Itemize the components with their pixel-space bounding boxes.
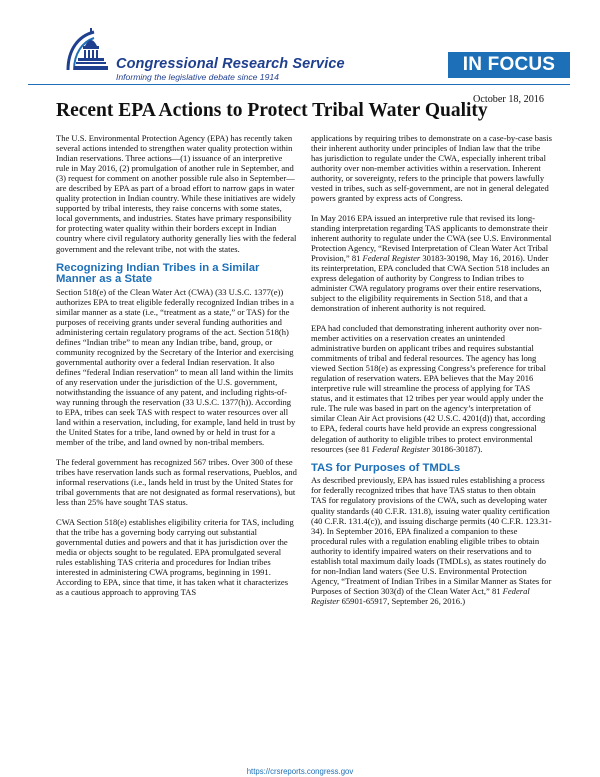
eligibility-criteria-paragraph: CWA Section 518(e) establishes eligibility criteria for TAS, including that the tribe has a governing body carrying out substantial governmental duties and powers and that it has jurisdiction over the media or objects sought to be regulated. EPA promulgated several rules establishing TAS criteria and procedures for Indian tribes interested in administering CWA programs, beginning in 1991. According to EPA, since that time, it has taken what it characterizes as a cautious approach to approving TAS — [56, 516, 294, 598]
header-rule — [28, 84, 570, 85]
administrative-burden-paragraph: EPA had concluded that demonstrating inherent authority over non-member activities on a reservation creates an unintended administrative burden on applicant tribes and requires substantial commitments of tribal and federal resources. The agency has long viewed Section 518(e) as expressing Congress’s preference for tribal regulation of reservation waters. EPA believes that the May 2016 interpretive rule will streamline the process of applying for TAS status, and it estimates that 12 tribes per year would apply under the rule. The rule was based in part on the agency’s interpretation of similar Clean Air Act provisions (42 U.S.C. 4201(d)) that, according to EPA, federal courts have held provide an express congressional delegation of authority to eligible tribes to protect environmental resources (see 81 Federal Register 30186-30187). — [311, 322, 546, 454]
masthead — [0, 0, 600, 90]
capitol-dome-logo-icon — [64, 26, 114, 72]
org-name: Congressional Research Service — [116, 56, 345, 72]
org-tagline: Informing the legislative debate since 1914 — [116, 72, 279, 82]
right-column — [311, 133, 552, 606]
interpretive-rule-paragraph: In May 2016 EPA issued an interpretive rule that revised its long-standing interpretation regarding TAS applicants to demonstrate their inherent authority to regulate under the CWA (see U.S. Environmental Protection Agency, “Revised Interpretation of Clean Water Act Tribal Provision,” 81 Federal Register 30183-30198, May 16, 2016). Under its reinterpretation, EPA concluded that CWA Section 518 includes an express delegation of authority by Congress to Indian tribes to administer CWA regulatory programs over their entire reservations, subject to the eligibility requirements in Section 518, and that a demonstration of inherent authority is not required. — [311, 212, 552, 314]
left-column — [56, 133, 297, 597]
section-heading-tmdls: TAS for Purposes of TMDLs — [311, 462, 461, 475]
tmdl-paragraph: As described previously, EPA has issued rules establishing a process for federally recognized tribes that have TAS status to then obtain TAS for regulatory provisions of the CWA, such as developing water quality standards (40 C.F.R. 131.8), issuing water quality certification (40 C.F.R. 131.4(c)), and issuing discharge permits (40 C.F.R. 123.31-34). In September 2016, EPA finalized a companion to these procedural rules with a regulation enabling eligible tribes to obtain authority to identify impaired waters on their reservations and to establish total maximum daily loads (TMDLs), as states routinely do for non-Indian land waters (See U.S. Environmental Protection Agency, “Treatment of Indian Tribes in a Similar Manner as States for Purposes of Section 303(d) of the Clean Water Act,” 81 Federal Register 65901-65917, September 26, 2016.) — [311, 475, 552, 606]
applications-paragraph: applications by requiring tribes to demonstrate on a case-by-case basis their inherent authority under principles of Indian law that the tribe has jurisdiction to regulate under the CWA, especially inherent tribal authority over non-member activities within a reservation. Inherent authority, or sovereignty, refers to the principle that powers lawfully vested in tribes, such as self-government, are not in general delegated powers granted by express acts of Congress. — [311, 133, 552, 204]
recognized-tribes-paragraph: The federal government has recognized 567 tribes. Over 300 of these tribes have reservation lands such as formal reservations, Pueblos, and informal reservations (i.e., lands held in trust by the United States for tribal governments that are not designated as formal reservations), but less than 25% have sought TAS status. — [56, 456, 297, 508]
section-518e-paragraph: Section 518(e) of the Clean Water Act (CWA) (33 U.S.C. 1377(e)) authorizes EPA to treat eligible federally recognized Indian tribes in a similar manner as a state (i.e., “treatment as a state,” or TAS) for the purposes of receiving grants under several funding authorities and administering certain regulatory programs of the act. Section 518(h) defines “Indian tribe” to mean any Indian tribe, band, group, or community recognized by the Secretary of the Interior and exercising governmental authority over a federal Indian reservation. It also defines “federal Indian reservation” to mean all land within the limits of any reservation under the jurisdiction of the U.S. government, notwithstanding the issuance of any patent, and including rights-of-way running through the reservation (33 U.S.C. 1377(h)). According to EPA, tribes can seek TAS with respect to water resources over all land within a reservation, including, for example, land held in trust by the United States for a tribe, land owned by or held in trust for a member of the tribe, and land owned by non-tribal members. — [56, 286, 296, 448]
publication-date: October 18, 2016 — [472, 94, 544, 105]
footer-url[interactable]: https://crsreports.congress.gov — [246, 767, 354, 776]
in-focus-badge: IN FOCUS — [448, 52, 570, 78]
page-title: Recent EPA Actions to Protect Tribal Water Quality — [56, 100, 488, 121]
section-heading-recognizing-tribes: Recognizing Indian Tribes in a Similar Manner as a State — [56, 262, 260, 286]
intro-paragraph: The U.S. Environmental Protection Agency (EPA) has recently taken several actions intended to strengthen water quality protection within Indian reservations. Three actions—(1) issuance of an interpretive rule in May 2016, (2) promulgation of another rule in September, and (3) request for comment on another possible rule also in September—are described by EPA as part of a broad effort to narrow gaps in water quality protection in Indian country. While these initiatives are widely supported by tribal interests, they raise concerns with some states, local governments, and industries. States have primary responsibility for protecting water quality within their borders except in Indian country where civil regulatory authority generally lies with the federal government and the relevant tribe, not with the states. — [56, 133, 297, 254]
